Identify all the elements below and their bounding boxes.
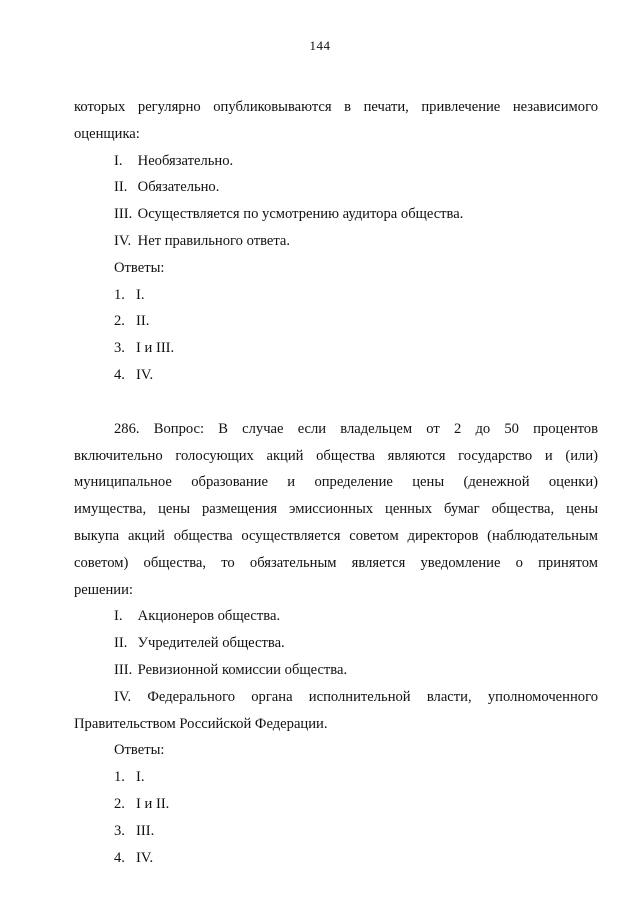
question-line: выкупа акций общества осуществляется советом директоров (наблюдательным — [74, 527, 598, 544]
option-text: Нет правильного ответа. — [137, 232, 291, 249]
option-item — [74, 148, 598, 175]
option-item — [74, 201, 598, 228]
intro-line: оценщика: — [74, 125, 140, 142]
answer-text: I и II. — [136, 795, 170, 812]
option-text: Акционеров общества. — [137, 608, 281, 625]
page-number: 144 — [309, 38, 331, 53]
option-roman: II. — [114, 635, 128, 652]
question-line: имущества, цены размещения эмиссионных ценных бумаг общества, цены — [74, 501, 598, 518]
answer-item — [74, 818, 598, 845]
option-roman: I. — [114, 608, 123, 625]
answer-item — [74, 764, 598, 791]
answer-number: 1. — [114, 286, 125, 303]
option-item-long: IV. Федерального органа исполнительной власти, уполномоченного — [114, 688, 598, 705]
answer-text: II. — [136, 313, 150, 330]
option-roman: II. — [114, 179, 128, 196]
section-gap — [74, 389, 598, 416]
answer-item — [74, 362, 598, 389]
answer-text: I и III. — [136, 340, 175, 357]
answer-number: 2. — [114, 313, 125, 330]
answers-label: Ответы: — [114, 259, 165, 276]
answer-number: 2. — [114, 795, 125, 812]
option-text: Обязательно. — [137, 179, 220, 196]
answer-number: 4. — [114, 849, 125, 866]
intro-line: которых регулярно опубликовываются в печати, привлечение независимого — [74, 99, 598, 115]
answer-item — [74, 845, 598, 872]
option-roman: III. — [114, 661, 133, 678]
answer-text: III. — [136, 822, 155, 839]
option-item — [74, 603, 598, 630]
answer-text: I. — [136, 286, 145, 303]
option-item — [74, 174, 598, 201]
answer-text: IV. — [136, 366, 154, 383]
answer-item — [74, 282, 598, 309]
question-line: 286. Вопрос: В случае если владельцем от 2 до 50 процентов — [114, 420, 598, 437]
option-item — [74, 630, 598, 657]
answer-number: 3. — [114, 822, 125, 839]
answer-text: I. — [136, 769, 145, 786]
option-roman: IV. — [114, 232, 132, 249]
option-roman: III. — [114, 206, 133, 223]
answer-item — [74, 308, 598, 335]
question-line: советом) общества, то обязательным является уведомление о принятом — [74, 554, 598, 571]
answer-number: 1. — [114, 769, 125, 786]
answer-item — [74, 791, 598, 818]
option-text: Необязательно. — [137, 152, 234, 169]
option-text: Осуществляется по усмотрению аудитора общества. — [137, 206, 464, 223]
document-body — [74, 94, 598, 871]
question-line: включительно голосующих акций общества являются государство и (или) — [74, 447, 598, 464]
question-line: решении: — [74, 581, 133, 598]
answer-item — [74, 335, 598, 362]
question-line: муниципальное образование и определение цены (денежной оценки) — [74, 474, 598, 491]
answer-number: 4. — [114, 366, 125, 383]
answer-text: IV. — [136, 849, 154, 866]
answer-number: 3. — [114, 340, 125, 357]
option-item — [74, 228, 598, 255]
option-text: Учредителей общества. — [137, 635, 285, 652]
answers-label: Ответы: — [114, 742, 165, 759]
option-text: Ревизионной комиссии общества. — [137, 661, 348, 678]
option-item — [74, 657, 598, 684]
option-roman: I. — [114, 152, 123, 169]
option-item-long-continuation: Правительством Российской Федерации. — [74, 715, 328, 732]
